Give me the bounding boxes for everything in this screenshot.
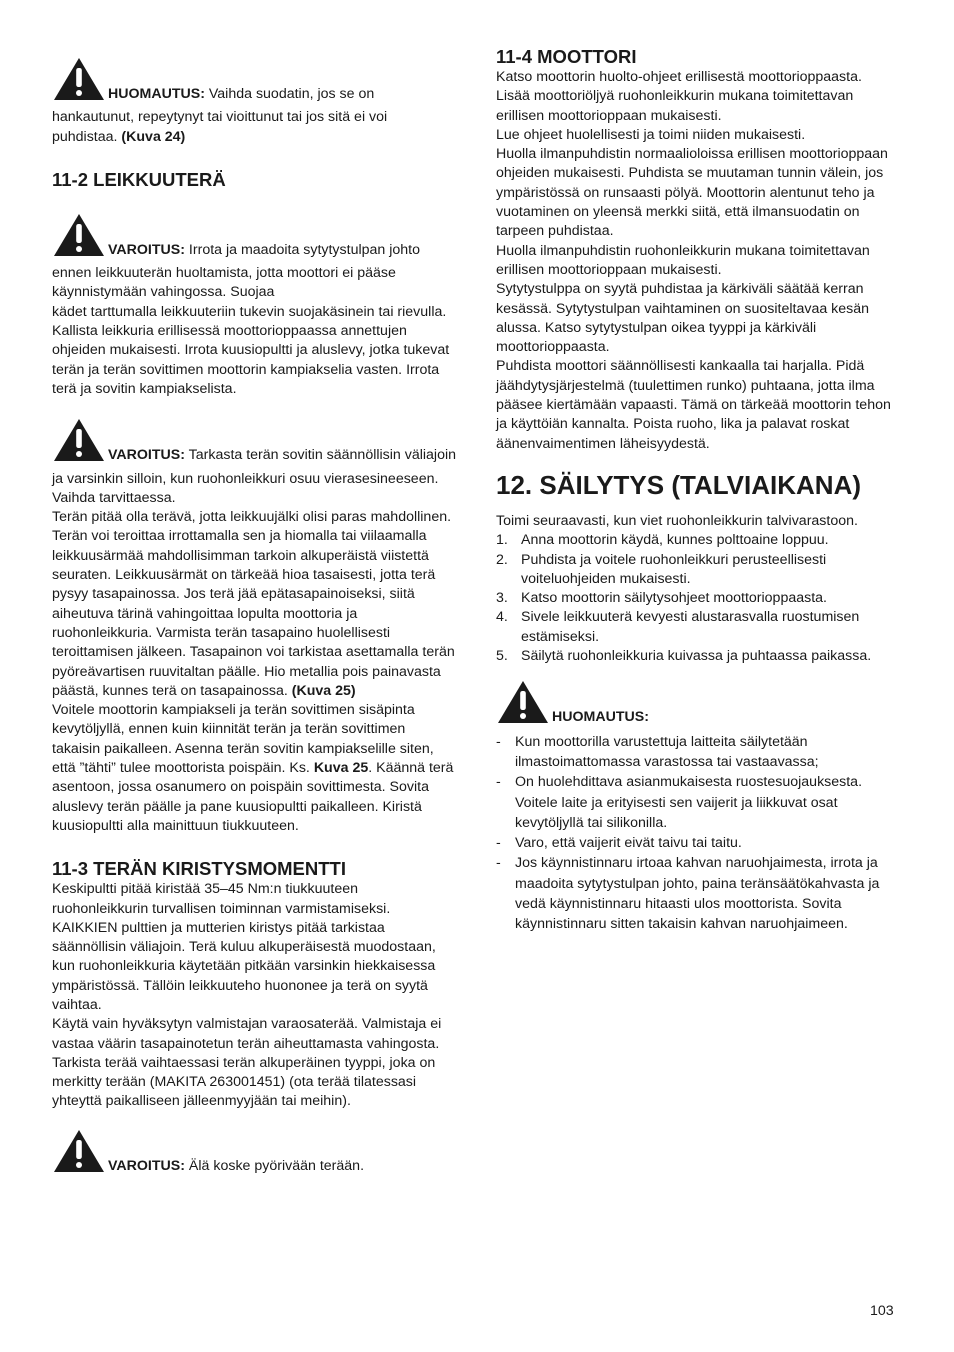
warning-triangle-icon [52, 212, 106, 264]
note-label: HUOMAUTUS: [552, 709, 649, 726]
note-text: Kun moottorilla varustettuja laitteita säilytetään ilmastoimattomassa varastossa tai vastaavassa; [515, 733, 819, 770]
paragraph [52, 701, 456, 836]
paragraph: Lisää moottoriöljyä ruohonleikkurin mukana toimitettavan erillisen moottorioppaan mukaisesti. [496, 88, 854, 124]
warning-adapter [52, 417, 456, 508]
step-text: Puhdista ja voitele ruohonleikkuri perusteellisesti voiteluohjeiden mukaisesti. [521, 551, 827, 587]
list-item [496, 647, 902, 666]
step-text: Anna moottorin käydä, kunnes polttoaine loppuu. [521, 532, 829, 549]
paragraph: Puhdista moottori säännöllisesti kankaalla tai harjalla. Pidä jäähdytysjärjestelmä (tuulettimen runko) puhtaana, jotta ilma pääsee kiertämään vapaasti. Tämä on tärkeää moottorin tehon ja käyttöiän kannalta. Poista ruoho, lika ja palavat roskat äänenvaimentimen läheisyydestä. [496, 358, 891, 452]
figure-ref: (Kuva 24) [121, 128, 186, 145]
paragraph: Sytytystulppa on syytä puhdistaa ja kärkiväli säätää kerran kesässä. Sytytystulpan vaihtaminen on suositeltavaa kesän alussa. Katso sytytystulpan oikea tyyppi ja kärkiväli moottorioppaasta. [496, 281, 870, 356]
warning-triangle-icon [52, 56, 106, 108]
warning-triangle-icon [496, 679, 550, 731]
chapter-heading-12: 12. SÄILYTYS (TALVIAIKANA) [496, 469, 862, 500]
list-item [496, 589, 902, 608]
dash-marker: - [496, 835, 501, 852]
list-item [496, 608, 902, 647]
paragraph-text: Voitele moottorin kampiakseli ja terän sovittimen sisäpinta kevytöljyllä, ennen kuin kiinnität terän ja terän sovittimen takaisin paikalleen. Asenna terän sovitin kampiakselille siten, että ”tähti” tulee moottorista poispäin. Ks. [52, 702, 434, 777]
section-heading-11-2: 11-2 LEIKKUUTERÄ [52, 168, 226, 190]
warning-text: Irrota ja maadoita sytytystulpan johto ennen leikkuuterän huoltamista, jotta moottori ei pääse käynnistymään vahingossa. Suojaa [52, 241, 420, 301]
step-text: Säilytä ruohonleikkuria kuivassa ja puhtaassa paikassa. [521, 648, 872, 665]
warning-text: Älä koske pyörivään terään. [184, 1157, 365, 1174]
paragraph: Huolla ilmanpuhdistin ruohonleikkurin mukana toimitettavan erillisen moottorioppaan mukaisesti. [496, 242, 870, 278]
storage-steps-list [496, 531, 902, 666]
paragraph: Toimi seuraavasti, kun viet ruohonleikkurin talvivarastoon. [496, 512, 858, 529]
note-label: HUOMAUTUS: [108, 86, 205, 102]
right-column [496, 0, 902, 935]
storage-notes-list [496, 732, 902, 935]
note-text: Jos käynnistinnaru irtoaa kahvan naruohjaimesta, irrota ja maadoita sytytystulpan johto, paina teränsäätökahvasta ja vedä käynnistinnaru hitaasti ulos moottorista. Sovita käynnistinnaru sitten takaisin kahvan naruohjaimeen. [515, 855, 880, 933]
warning-text-cont: kädet tarttumalla leikkuuteriin tukevin suojakäsinein tai rievulla. [52, 303, 447, 320]
dash-marker: - [496, 733, 501, 750]
paragraph: Keskipultti pitää kiristää 35–45 Nm:n tiukkuuteen ruohonleikkurin turvallisen toiminnan varmistamiseksi. KAIKKIEN pulttien ja mutterien kiristys pitää tarkistaa säännöllisin väliajoin. Terä kuluu alkuperäisestä muodostaan, kun ruohonleikkuria käytetään pitkään varsinkin hiekkaisessa ympäristössä. Tällöin leikkuuteho huononee ja terä on syytä vaihtaa. [52, 881, 436, 1013]
warning-label: VAROITUS: [108, 241, 185, 258]
dash-marker: - [496, 855, 501, 872]
paragraph-text: Terän pitää olla terävä, jotta leikkuujälki olisi paras mahdollinen. Terän voi teroittaa irrottamalla sen ja hiomalla tai viilaamalla leikkuusärmää mahdollisimman tarkoin alkuperäistä viistettä seuraten. Leikkuusärmät on tärkeää hioa tasaisesti, jotta terä pysyy tasapainossa. Jos terä jää epätasapainoiseksi, siitä aiheutuva tärinä vahingoittaa lopulta moottoria ja ruohonleikkuria. Varmista terän tasapaino huolellisesti teroittamisen jälkeen. Tasapainon voi tarkistaa asettamalla terän pyöreävartisen ruuvitaltan päälle. Hio metallia pois painavasta päästä, kunnes terä on tasapainossa. [52, 509, 455, 699]
paragraph: Lue ohjeet huolellisesti ja toimi niiden mukaisesti. [496, 126, 806, 143]
dash-marker: - [496, 774, 501, 791]
warning-rotating-blade [52, 1128, 456, 1180]
filter-note [52, 56, 456, 147]
section-heading-11-4: 11-4 MOOTTORI [496, 46, 637, 67]
paragraph: Käytä vain hyväksytyn valmistajan varaosaterää. Valmistaja ei vastaa väärin tasapainotetun terän aiheuttamasta vahingosta. [52, 1016, 442, 1052]
warning-triangle-icon [52, 417, 106, 469]
warning-disconnect [52, 212, 456, 303]
left-column [52, 0, 456, 1180]
step-text: Sivele leikkuuterä kevyesti alustarasvalla ruostumisen estämiseksi. [521, 609, 860, 645]
warning-text: Tarkasta terän sovitin säännöllisin väliajoin ja varsinkin silloin, kun ruohonleikkuri osuu vierasesineeseen. Vaihda tarvittaessa. [52, 447, 457, 506]
paragraph: Tarkista terää vaihtaessasi terän alkuperäinen tyyppi, joka on merkitty terään (MAKITA 263001451) (ota terää tilatessasi yhteyttä paikalliseen jälleenmyyjään tai meihin). [52, 1054, 436, 1110]
step-number: 4. [496, 609, 508, 626]
warning-triangle-icon [52, 1128, 106, 1180]
warning-label: VAROITUS: [108, 1157, 185, 1174]
note-text: Varo, että vaijerit eivät taivu tai taitu. [515, 835, 742, 852]
paragraph: Huolla ilmanpuhdistin normaalioloissa erillisen moottorioppaan ohjeiden mukaisesti. Puhdista se muutaman tunnin välein, jos ympäristössä on runsaasti pölyä. Moottorin alentunut teho ja vuotaminen on yleensä merkki siitä, että ilmansuodatin on tarpeen puhdistaa. [496, 146, 888, 240]
list-item [496, 732, 902, 773]
list-item [496, 853, 902, 934]
step-number: 1. [496, 532, 508, 549]
paragraph: Kallista leikkuria erillisessä moottorioppaassa annettujen ohjeiden mukaisesti. Irrota kuusiopultti ja aluslevy, jotka tukevat terän ja terän sovittimen moottorin kampiakselia vasten. Irrota terä ja sovitin kampiakselista. [52, 323, 450, 397]
page-number: 103 [870, 1303, 894, 1319]
step-number: 3. [496, 590, 508, 607]
step-number: 5. [496, 648, 508, 665]
warning-label: VAROITUS: [108, 447, 185, 464]
note-text: On huolehdittava asianmukaisesta ruostesuojauksesta. Voitele laite ja erityisesti sen vaijerit ja liikkuvat osat kevytöljyllä tai silikonilla. [515, 774, 863, 831]
note-text: Vaihda suodatin, jos se on hankautunut, repeytynyt tai vioittunut tai jos sitä ei voi puhdistaa. [52, 86, 388, 145]
list-item [496, 531, 902, 550]
step-number: 2. [496, 551, 508, 568]
list-item [496, 833, 902, 853]
step-text: Katso moottorin säilytysohjeet moottorioppaasta. [521, 590, 827, 607]
storage-note [496, 679, 902, 731]
paragraph [52, 508, 456, 701]
list-item [496, 772, 902, 833]
paragraph: Katso moottorin huolto-ohjeet erillisestä moottorioppaasta. [496, 69, 862, 85]
list-item [496, 551, 902, 590]
figure-ref: Kuva 25 [313, 760, 369, 777]
figure-ref: (Kuva 25) [291, 682, 356, 699]
section-heading-11-3: 11-3 TERÄN KIRISTYSMOMENTTI [52, 858, 346, 880]
paragraph-text: . Käännä terä asentoon, jossa osanumero on poispäin sovittimesta. Sovita aluslevy terän päälle ja pane kuusiopultti paikalleen. Kiristä kuusiopultti alla mainittuun tiukkuuteen. [52, 760, 454, 834]
